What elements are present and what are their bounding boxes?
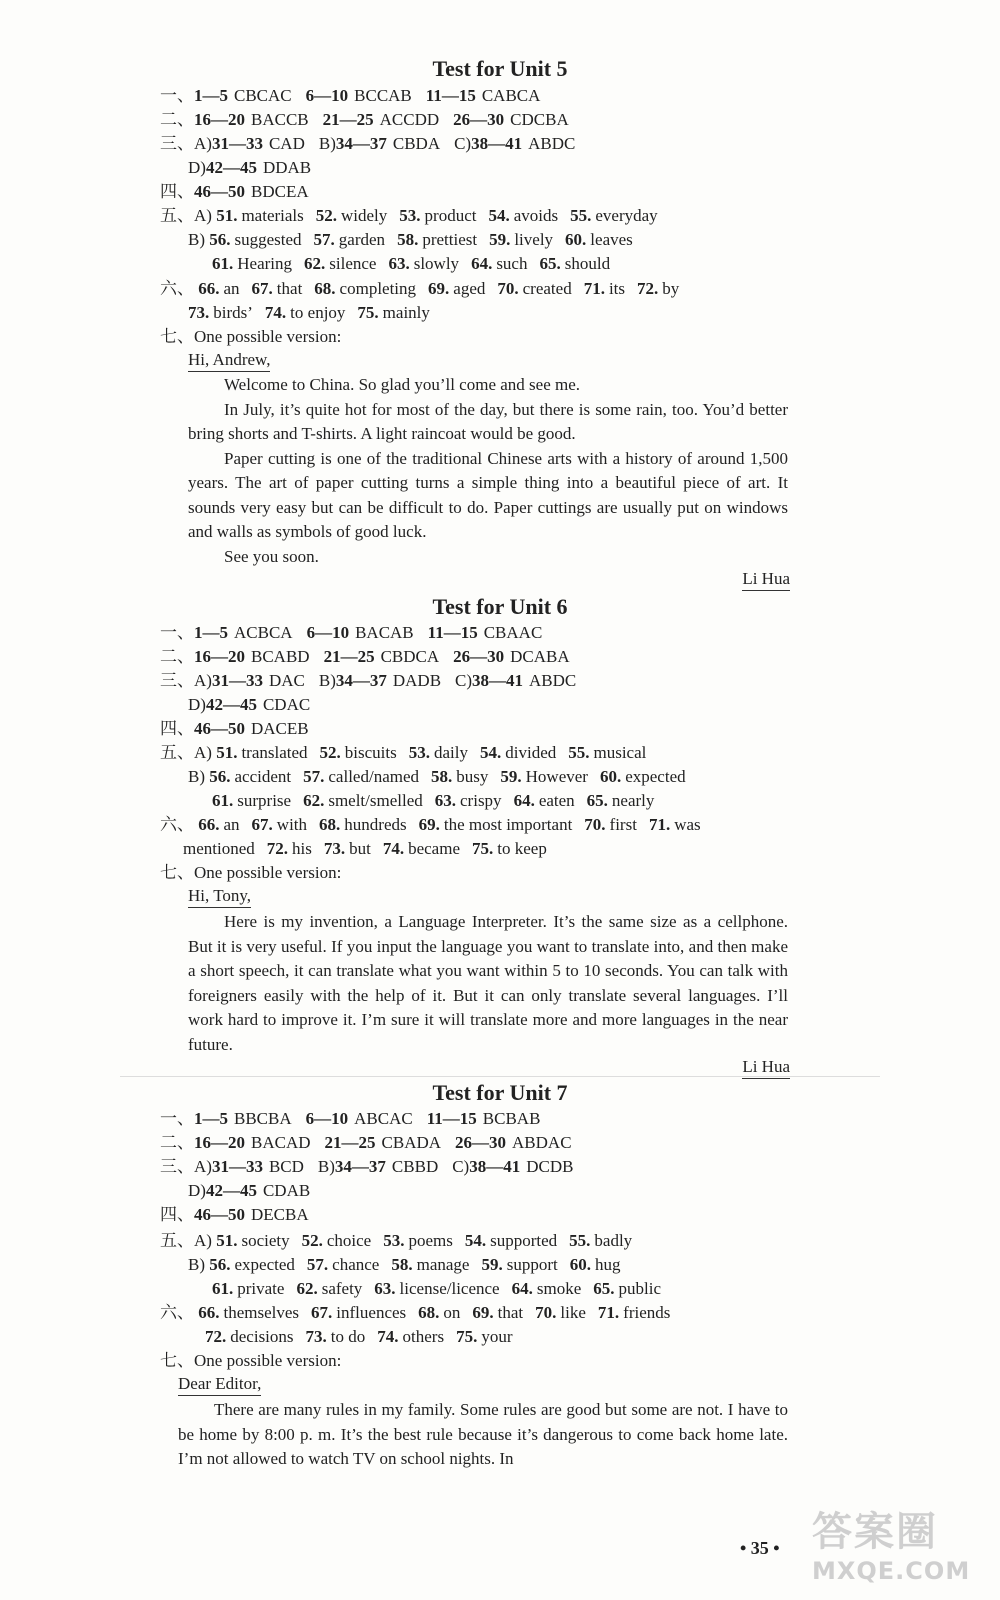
unit5-section1: 一、1—5 CBCAC 6—10 BCCAB 11—15 CABCA bbox=[160, 86, 541, 105]
unit6-section5-row1: 五、A) 51. translated 52. biscuits 53. daily 54. divided 55. musical bbox=[160, 743, 647, 762]
unit6-title: Test for Unit 6 bbox=[432, 594, 568, 619]
unit6-section3-d: D)42—45 CDAC bbox=[188, 695, 311, 714]
unit5-section6-row1: 六、 66. an 67. that 68. completing 69. aged 70. created 71. its 72. by bbox=[160, 279, 680, 298]
unit6-section2: 二、16—20 BCABD 21—25 CBDCA 26—30 DCABA bbox=[160, 647, 570, 666]
unit5-section4: 四、46—50 BDCEA bbox=[160, 182, 309, 201]
unit7-section5-row3: 61. private 62. safety 63. license/licence 64. smoke 65. public bbox=[212, 1279, 661, 1298]
unit5-section3: 三、A)31—33 CAD B)34—37 CBDA C)38—41 ABDC bbox=[160, 134, 576, 153]
unit7-section5-row2: B) 56. expected 57. chance 58. manage 59. support 60. hug bbox=[188, 1255, 621, 1274]
unit7-letter-body bbox=[178, 1398, 788, 1472]
unit5-section5-row2: B) 56. suggested 57. garden 58. prettiest 59. lively 60. leaves bbox=[188, 230, 633, 249]
watermark-line2: MXQE.COM bbox=[812, 1557, 971, 1585]
unit5-letter-body bbox=[188, 373, 788, 569]
unit7-section1: 一、1—5 BBCBA 6—10 ABCAC 11—15 BCBAB bbox=[160, 1109, 541, 1128]
unit7-section4: 四、46—50 DECBA bbox=[160, 1205, 309, 1224]
unit7-section6-row1: 六、 66. themselves 67. influences 68. on 69. that 70. like 71. friends bbox=[160, 1303, 671, 1322]
unit6-section3: 三、A)31—33 DAC B)34—37 DADB C)38—41 ABDC bbox=[160, 671, 577, 690]
unit5-section2: 二、16—20 BACCB 21—25 ACCDD 26—30 CDCBA bbox=[160, 110, 569, 129]
unit6-letter-p1: Here is my invention, a Language Interpreter. It’s the same size as a cellphone. But it is very useful. If you input the language you want to translate into, and then make a short speech, it can translate what you want within 5 to 10 seconds. You can talk with foreigners easily with the help of it. But it can only translate several languages. I’ll work hard to improve it. I’m sure it will translate more and more languages in the near future. bbox=[188, 912, 788, 1054]
unit7-title: Test for Unit 7 bbox=[432, 1080, 568, 1105]
unit5-letter-p2: In July, it’s quite hot for most of the day, but there is some rain, too. You’d better bring shorts and T-shirts. A light raincoat would be good. bbox=[188, 399, 788, 443]
unit6-section5-row2: B) 56. accident 57. called/named 58. busy 59. However 60. expected bbox=[188, 767, 686, 786]
unit5-letter-p1: Welcome to China. So glad you’ll come and see me. bbox=[224, 375, 581, 394]
unit6-letter-body bbox=[188, 910, 788, 1057]
unit6-signature: Li Hua bbox=[742, 1056, 790, 1079]
unit6-section6-row1: 六、 66. an 67. with 68. hundreds 69. the most important 70. first 71. was bbox=[160, 815, 701, 834]
unit7-section3: 三、A)31—33 BCD B)34—37 CBBD C)38—41 DCDB bbox=[160, 1157, 574, 1176]
watermark-line1: 答案圈 bbox=[812, 1509, 938, 1555]
unit5-letter-p3: Paper cutting is one of the traditional Chinese arts with a history of around 1,500 years. The art of paper cutting turns a simple thing into a beautiful piece of art. It sounds very easy but can be difficult to do. Paper cuttings are usually put on windows and walls as symbols of good luck. bbox=[188, 448, 788, 541]
unit7-section7-intro: 七、One possible version: bbox=[160, 1351, 342, 1370]
divider bbox=[120, 1076, 880, 1077]
page-number: • 35 • bbox=[740, 1538, 780, 1558]
unit5-section5-row1: 五、A) 51. materials 52. widely 53. product 54. avoids 55. everyday bbox=[160, 206, 658, 225]
unit5-section3-d: D)42—45 DDAB bbox=[188, 158, 312, 177]
unit5-section6-row2: 73. birds’ 74. to enjoy 75. mainly bbox=[188, 303, 430, 322]
watermark-logo bbox=[812, 1500, 972, 1590]
unit5-signature: Li Hua bbox=[742, 568, 790, 591]
unit7-section6-row2: 72. decisions 73. to do 74. others 75. your bbox=[205, 1327, 513, 1346]
unit7-section5-row1: 五、A) 51. society 52. choice 53. poems 54. supported 55. badly bbox=[160, 1231, 633, 1250]
unit5-title: Test for Unit 5 bbox=[432, 56, 568, 81]
unit6-section4: 四、46—50 DACEB bbox=[160, 719, 309, 738]
unit7-section2: 二、16—20 BACAD 21—25 CBADA 26—30 ABDAC bbox=[160, 1133, 572, 1152]
unit5-section7-intro: 七、One possible version: bbox=[160, 327, 342, 346]
unit6-section5-row3: 61. surprise 62. smelt/smelled 63. crispy 64. eaten 65. nearly bbox=[212, 791, 655, 810]
unit7-letter-greeting: Dear Editor, bbox=[178, 1373, 261, 1396]
unit6-section7-intro: 七、One possible version: bbox=[160, 863, 342, 882]
unit6-section1: 一、1—5 ACBCA 6—10 BACAB 11—15 CBAAC bbox=[160, 623, 543, 642]
unit5-letter-p4: See you soon. bbox=[224, 546, 319, 566]
unit7-letter-p1: There are many rules in my family. Some rules are good but some are not. I have to be home by 8:00 p. m. It’s the best rule because it’s dangerous to come back home late. I’m not allowed to watch TV on school nights. In bbox=[178, 1400, 788, 1468]
unit5-section5-row3: 61. Hearing 62. silence 63. slowly 64. such 65. should bbox=[212, 254, 611, 273]
unit5-letter-greeting: Hi, Andrew, bbox=[188, 349, 270, 372]
unit6-letter-greeting: Hi, Tony, bbox=[188, 885, 251, 908]
unit6-section6-row2: mentioned 72. his 73. but 74. became 75. to keep bbox=[183, 839, 547, 858]
unit7-section3-d: D)42—45 CDAB bbox=[188, 1181, 311, 1200]
